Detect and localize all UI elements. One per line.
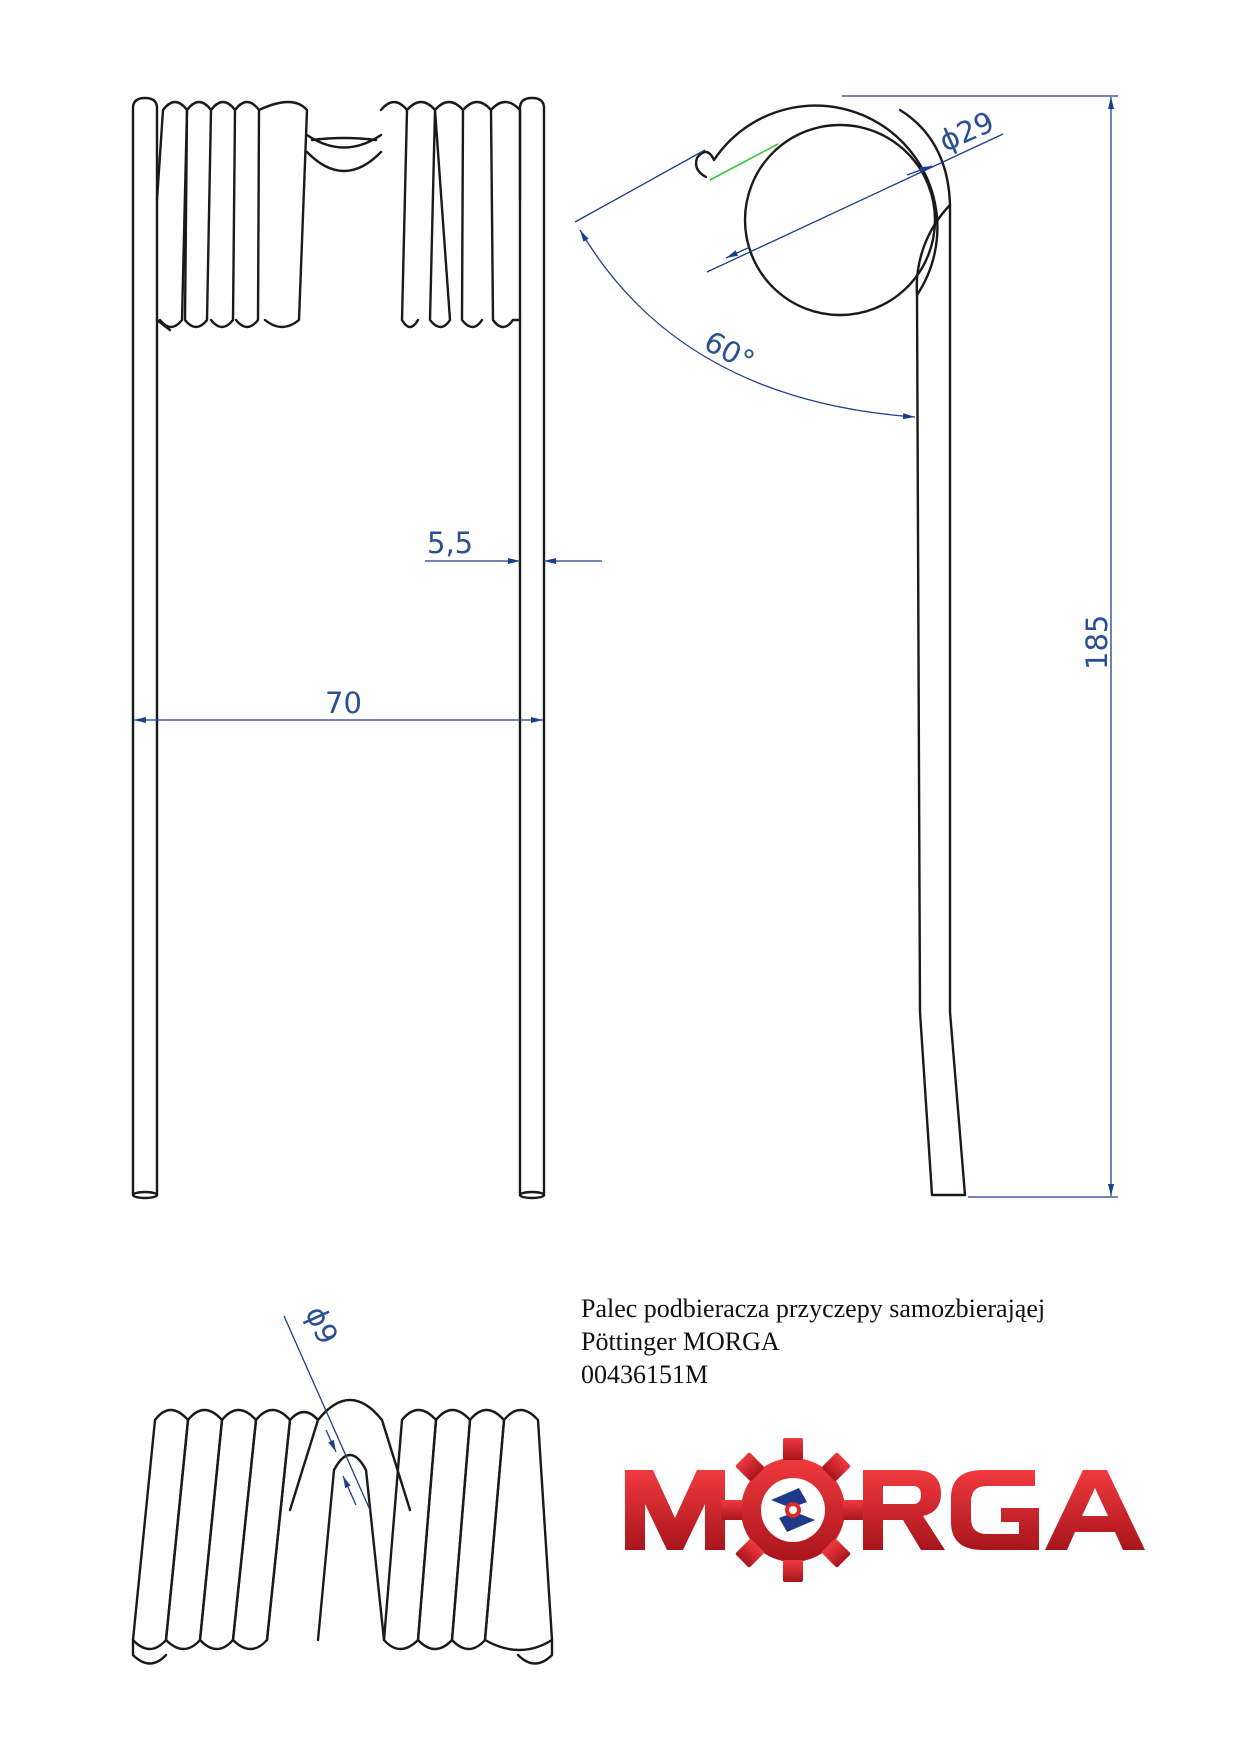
dim-70-label: 70 — [325, 686, 362, 720]
part-caption — [581, 1292, 1045, 1391]
dim-wire-label: 5,5 — [427, 526, 474, 560]
logo-letter-m — [625, 1470, 725, 1550]
dim-60-arc — [580, 230, 915, 417]
side-view — [575, 96, 1118, 1197]
dim-185-label: 185 — [1080, 614, 1114, 670]
caption-line-2: Pöttinger MORGA — [581, 1327, 780, 1356]
bottom-right-coil — [384, 1410, 552, 1664]
dim-60-ext — [575, 150, 705, 222]
logo-gear-icon — [721, 1438, 865, 1582]
tangent-highlight — [710, 144, 778, 180]
bottom-left-coil — [133, 1410, 318, 1664]
right-coil — [381, 102, 520, 327]
bottom-loop — [290, 1400, 410, 1640]
left-coil — [157, 102, 307, 330]
logo-letter-a — [1045, 1470, 1145, 1550]
dim-29-arrow-b — [726, 247, 750, 258]
dim-9-label: ϕ9 — [298, 1301, 345, 1350]
caption-line-1: Palec podbieracza przyczepy samozbierająej — [581, 1294, 1046, 1323]
logo-letter-g — [951, 1470, 1039, 1550]
right-leg-end — [520, 1192, 544, 1198]
caption-line-3: 00436151M — [581, 1360, 709, 1389]
front-view — [133, 98, 602, 1198]
dim-60-label: 60° — [698, 324, 761, 379]
side-shaft — [917, 205, 965, 1195]
morga-logo — [615, 1430, 1155, 1590]
top-loop — [307, 135, 381, 171]
dim-9-arrow-a — [326, 1430, 336, 1452]
dim-9-arrow-b — [343, 1476, 356, 1505]
dim-29-line — [707, 134, 1003, 272]
left-leg — [133, 98, 157, 1195]
bottom-view — [133, 1301, 552, 1663]
coil-inner — [745, 125, 935, 315]
right-leg — [520, 98, 544, 1195]
coil-outer — [696, 106, 937, 295]
logo-letter-r — [863, 1470, 945, 1550]
left-leg-end — [133, 1192, 157, 1198]
dim-29-label: ϕ29 — [934, 104, 1000, 159]
